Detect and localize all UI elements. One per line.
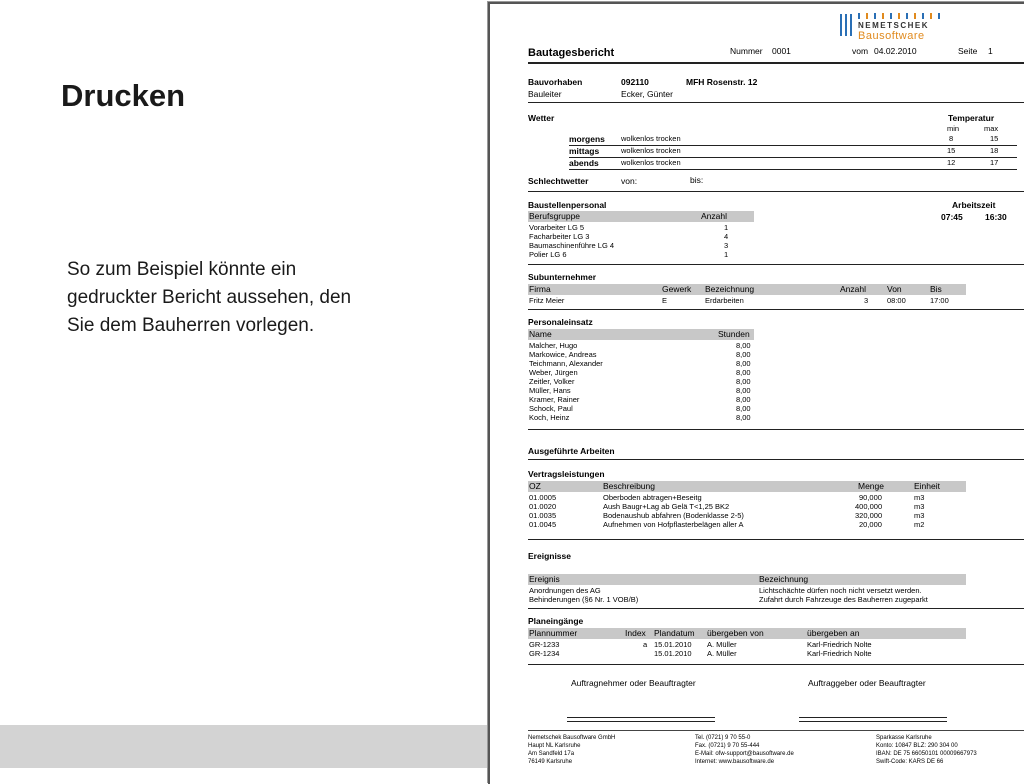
logo-bars-icon: [840, 14, 855, 41]
sign-right-label: Auftraggeber oder Beauftragter: [808, 678, 926, 688]
einsatz-label: Personaleinsatz: [528, 317, 593, 327]
temp-max-label: max: [984, 124, 999, 133]
vertrag-row-menge: 400,000: [855, 502, 883, 511]
personal-row-name: Facharbeiter LG 3: [529, 232, 590, 241]
nummer-label: Nummer: [730, 46, 763, 56]
sub-label: Subunternehmer: [528, 272, 597, 282]
einsatz-row-hours: 8,00: [736, 350, 751, 359]
bauvorhaben-label: Bauvorhaben: [528, 77, 583, 87]
wetter-row-time: abends: [569, 158, 599, 168]
vertrag-row-menge: 90,000: [859, 493, 882, 502]
einsatz-row-name: Malcher, Hugo: [529, 341, 578, 350]
bauleiter-value: Ecker, Günter: [621, 89, 673, 99]
ereignis-row-name: Anordnungen des AG: [529, 586, 601, 595]
plan-col-nummer: Plannummer: [529, 628, 578, 638]
einsatz-row-hours: 8,00: [736, 368, 751, 377]
vertrag-row-einheit: m3: [914, 502, 925, 511]
vertrag-row-desc: Oberboden abtragen+Beseitg: [603, 493, 702, 502]
wetter-row-time: mittags: [569, 146, 600, 156]
ereignis-col: Ereignis: [529, 574, 560, 584]
plan-row-nummer: GR-1233: [529, 640, 560, 649]
wetter-row-min: 12: [947, 158, 956, 167]
sub-col-bezeichnung: Bezeichnung: [705, 284, 755, 294]
vertrag-row-menge: 20,000: [859, 520, 882, 529]
seite-label: Seite: [958, 46, 978, 56]
plan-row-datum: 15.01.2010: [654, 649, 692, 658]
vertrag-row-oz: 01.0020: [529, 502, 557, 511]
ausgefuehrt-label: Ausgeführte Arbeiten: [528, 446, 615, 456]
bauvorhaben-number: 092110: [621, 77, 649, 87]
vertrag-col-oz: OZ: [529, 481, 541, 491]
vom-value: 04.02.2010: [874, 46, 917, 56]
ereignis-row-desc: Zufahrt durch Fahrzeuge des Bauherren zugeparkt: [759, 595, 928, 604]
einsatz-row-name: Müller, Hans: [529, 386, 571, 395]
einsatz-row-name: Teichmann, Alexander: [529, 359, 603, 368]
footer-bank: Sparkasse Karlsruhe Konto: 10847 BLZ: 290 304 00 IBAN: DE 75 66050101 00009667973 Swift-Code: KARS DE 66: [876, 735, 977, 765]
slide-title: Drucken: [61, 78, 186, 113]
plan-label: Planeingänge: [528, 616, 584, 626]
sign-left-label: Auftragnehmer oder Beauftragter: [571, 678, 696, 688]
ereignis-bezeichnung-col: Bezeichnung: [759, 574, 809, 584]
sub-col-firma: Firma: [529, 284, 551, 294]
einsatz-col-stunden: Stunden: [718, 329, 750, 339]
bauleiter-label: Bauleiter: [528, 89, 562, 99]
wetter-row-desc: wolkenlos trocken: [621, 134, 681, 143]
personal-row-count: 1: [724, 250, 729, 259]
sub-col-von: Von: [887, 284, 902, 294]
einsatz-row-hours: 8,00: [736, 413, 751, 422]
vertrag-col-einheit: Einheit: [914, 481, 940, 491]
logo-dots-icon: [858, 13, 940, 19]
report-title: Bautagesbericht: [528, 47, 615, 59]
vom-label: vom: [852, 46, 869, 56]
einsatz-row-name: Markowice, Andreas: [529, 350, 597, 359]
vertrag-label: Vertragsleistungen: [528, 469, 605, 479]
bauvorhaben-name: MFH Rosenstr. 12: [686, 77, 758, 87]
vertrag-row-oz: 01.0035: [529, 511, 557, 520]
vertrag-col-beschreibung: Beschreibung: [603, 481, 655, 491]
personal-row-count: 1: [724, 223, 729, 232]
einsatz-row-hours: 8,00: [736, 377, 751, 386]
plan-row-an: Karl-Friedrich Nolte: [807, 649, 872, 658]
sub-col-anzahl: Anzahl: [840, 284, 866, 294]
wetter-label: Wetter: [528, 113, 555, 123]
sub-col-gewerk: Gewerk: [662, 284, 692, 294]
einsatz-row-name: Zeitler, Volker: [529, 377, 575, 386]
sub-row-firma: Fritz Meier: [529, 296, 565, 305]
einsatz-col-name: Name: [529, 329, 552, 339]
vertrag-row-oz: 01.0045: [529, 520, 557, 529]
sub-col-bis: Bis: [930, 284, 942, 294]
personal-row-name: Baumaschinenführe LG 4: [529, 241, 615, 250]
einsatz-row-hours: 8,00: [736, 395, 751, 404]
schlechtwetter-label: Schlechtwetter: [528, 176, 589, 186]
arbeitszeit-to: 16:30: [985, 212, 1007, 222]
wetter-row-desc: wolkenlos trocken: [621, 158, 681, 167]
vertrag-row-einheit: m2: [914, 520, 925, 529]
arbeitszeit-from: 07:45: [941, 212, 963, 222]
arbeitszeit-label: Arbeitszeit: [952, 200, 996, 210]
temperatur-label: Temperatur: [948, 113, 995, 123]
sub-row-gewerk: E: [662, 296, 668, 305]
einsatz-row-hours: 8,00: [736, 386, 751, 395]
einsatz-row-hours: 8,00: [736, 404, 751, 413]
plan-row-nummer: GR-1234: [529, 649, 560, 658]
einsatz-row-name: Kramer, Rainer: [529, 395, 580, 404]
einsatz-row-hours: 8,00: [736, 341, 751, 350]
sub-row-anzahl: 3: [864, 296, 869, 305]
personal-col-anzahl: Anzahl: [701, 211, 727, 221]
plan-col-datum: Plandatum: [654, 628, 695, 638]
wetter-row-max: 17: [990, 158, 999, 167]
ereignis-row-desc: Lichtschächte dürfen noch nicht versetzt werden.: [759, 586, 922, 595]
einsatz-row-name: Koch, Heinz: [529, 413, 570, 422]
personal-col-berufsgruppe: Berufsgruppe: [529, 211, 581, 221]
wetter-row-min: 15: [947, 146, 956, 155]
vertrag-row-desc: Aufnehmen von Hofpflasterbelägen aller A: [603, 520, 744, 529]
vertrag-row-oz: 01.0005: [529, 493, 557, 502]
vertrag-row-desc: Bodenaushub abfahren (Bodenklasse 2-5): [603, 511, 744, 520]
personal-row-count: 3: [724, 241, 729, 250]
footer-company: Nemetschek Bausoftware GmbH Haupt NL Karlsruhe Am Sandfeld 17a 76149 Karlsruhe: [528, 735, 616, 765]
einsatz-row-hours: 8,00: [736, 359, 751, 368]
personal-label: Baustellenpersonal: [528, 200, 607, 210]
personal-row-count: 4: [724, 232, 729, 241]
vertrag-col-menge: Menge: [858, 481, 884, 491]
schlechtwetter-bis: bis:: [690, 175, 704, 185]
plan-col-index: Index: [625, 628, 646, 638]
plan-row-von: A. Müller: [707, 649, 737, 658]
seite-value: 1: [988, 46, 993, 56]
einsatz-row-name: Weber, Jürgen: [529, 368, 578, 377]
wetter-row-max: 18: [990, 146, 999, 155]
plan-row-von: A. Müller: [707, 640, 737, 649]
ereignis-row-name: Behinderungen (§6 Nr. 1 VOB/B): [529, 595, 639, 604]
vertrag-row-desc: Aush Baugr+Lag ab Gelä T<1,25 BK2: [603, 502, 730, 511]
wetter-row-time: morgens: [569, 134, 605, 144]
logo-text-1: NEMETSCHEK: [858, 21, 930, 30]
wetter-row-max: 15: [990, 134, 999, 143]
plan-row-index: a: [643, 640, 648, 649]
einsatz-row-name: Schock, Paul: [529, 404, 573, 413]
ereignisse-label: Ereignisse: [528, 551, 571, 561]
sub-row-bis: 17:00: [930, 296, 949, 305]
plan-row-datum: 15.01.2010: [654, 640, 692, 649]
sub-row-bezeichnung: Erdarbeiten: [705, 296, 744, 305]
report-document: [488, 2, 1024, 784]
schlechtwetter-von: von:: [621, 176, 638, 186]
logo-text-2: Bausoftware: [858, 30, 925, 42]
temp-min-label: min: [947, 124, 960, 133]
nummer-value: 0001: [772, 46, 791, 56]
personal-row-name: Vorarbeiter LG 5: [529, 223, 585, 232]
plan-col-von: übergeben von: [707, 628, 764, 638]
plan-row-an: Karl-Friedrich Nolte: [807, 640, 872, 649]
vertrag-row-einheit: m3: [914, 511, 925, 520]
vertrag-row-menge: 320,000: [855, 511, 883, 520]
plan-col-an: übergeben an: [807, 628, 860, 638]
slide-body-text: So zum Beispiel könnte ein gedruckter Bericht aussehen, den Sie dem Bauherren vorlegen.: [67, 259, 352, 336]
wetter-row-min: 8: [949, 134, 954, 143]
personal-row-name: Polier LG 6: [529, 250, 567, 259]
wetter-row-desc: wolkenlos trocken: [621, 146, 681, 155]
vertrag-row-einheit: m3: [914, 493, 925, 502]
sub-row-von: 08:00: [887, 296, 906, 305]
footer-contact: Tel. (0721) 9 70 55-0 Fax. (0721) 9 70 55-444 E-Mail: ofw-support@bausoftware.de Internet: www.bausoftware.de: [695, 735, 794, 765]
